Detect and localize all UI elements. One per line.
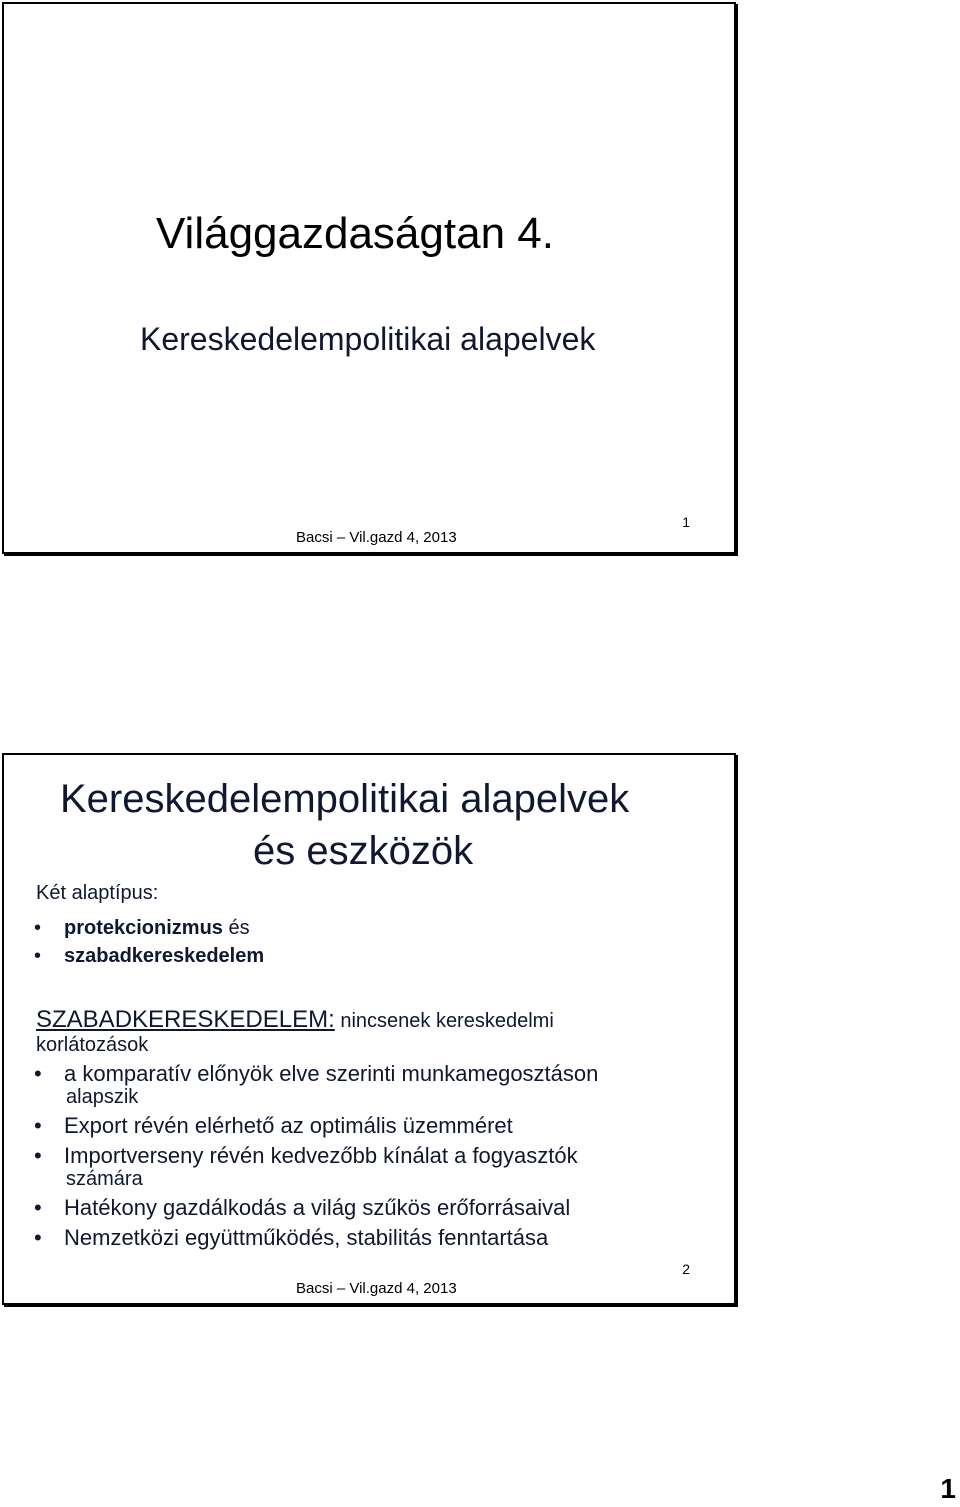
slide-2 bbox=[2, 753, 736, 1305]
list-item-continuation: számára bbox=[66, 1168, 143, 1190]
slide-number: 2 bbox=[682, 1261, 690, 1277]
list-item bbox=[34, 1195, 570, 1221]
page-number: 1 bbox=[940, 1473, 956, 1504]
type-rest: és bbox=[222, 917, 250, 939]
list-item-text: Importverseny révén kedvezőbb kínálat a fogyasztók bbox=[64, 1143, 578, 1168]
list-item-text: Hatékony gazdálkodás a világ szűkös erőforrásaival bbox=[64, 1195, 571, 1220]
intro-text: Két alaptípus: bbox=[36, 882, 159, 904]
list-item bbox=[34, 1061, 598, 1087]
section-text: nincsenek kereskedelmi bbox=[334, 1010, 554, 1032]
type-item bbox=[34, 917, 250, 940]
bullet-icon: • bbox=[34, 1061, 42, 1086]
bullet-icon: • bbox=[34, 917, 42, 939]
slide-title-line2: és eszközök bbox=[253, 829, 474, 873]
slide-title: Világgazdaságtan 4. bbox=[156, 209, 554, 258]
type-name: szabadkereskedelem bbox=[64, 945, 265, 967]
bullet-icon: • bbox=[34, 1225, 42, 1250]
list-item-continuation: alapszik bbox=[66, 1086, 139, 1108]
slide-footer: Bacsi – Vil.gazd 4, 2013 bbox=[296, 529, 457, 546]
slide-1 bbox=[2, 2, 736, 554]
slide-footer: Bacsi – Vil.gazd 4, 2013 bbox=[296, 1280, 457, 1297]
list-item bbox=[34, 1225, 548, 1251]
type-name: protekcionizmus bbox=[64, 917, 223, 939]
list-item-text: a komparatív előnyök elve szerinti munkamegosztáson bbox=[64, 1061, 599, 1086]
slide-title-line1: Kereskedelempolitikai alapelvek bbox=[60, 777, 630, 821]
section-heading bbox=[36, 1006, 554, 1034]
bullet-icon: • bbox=[34, 1143, 42, 1168]
bullet-icon: • bbox=[34, 1113, 42, 1138]
bullet-icon: • bbox=[34, 945, 42, 967]
list-item-text: Export révén elérhető az optimális üzemméret bbox=[64, 1113, 513, 1138]
list-item-text: Nemzetközi együttműködés, stabilitás fenntartása bbox=[64, 1225, 549, 1250]
list-item bbox=[34, 1143, 578, 1169]
section-title: SZABADKERESKEDELEM: bbox=[36, 1006, 335, 1033]
section-continuation: korlátozások bbox=[36, 1034, 149, 1056]
type-item bbox=[34, 945, 264, 968]
slide-number: 1 bbox=[682, 514, 690, 530]
bullet-icon: • bbox=[34, 1195, 42, 1220]
slide-subtitle: Kereskedelempolitikai alapelvek bbox=[140, 321, 596, 357]
list-item bbox=[34, 1113, 513, 1139]
